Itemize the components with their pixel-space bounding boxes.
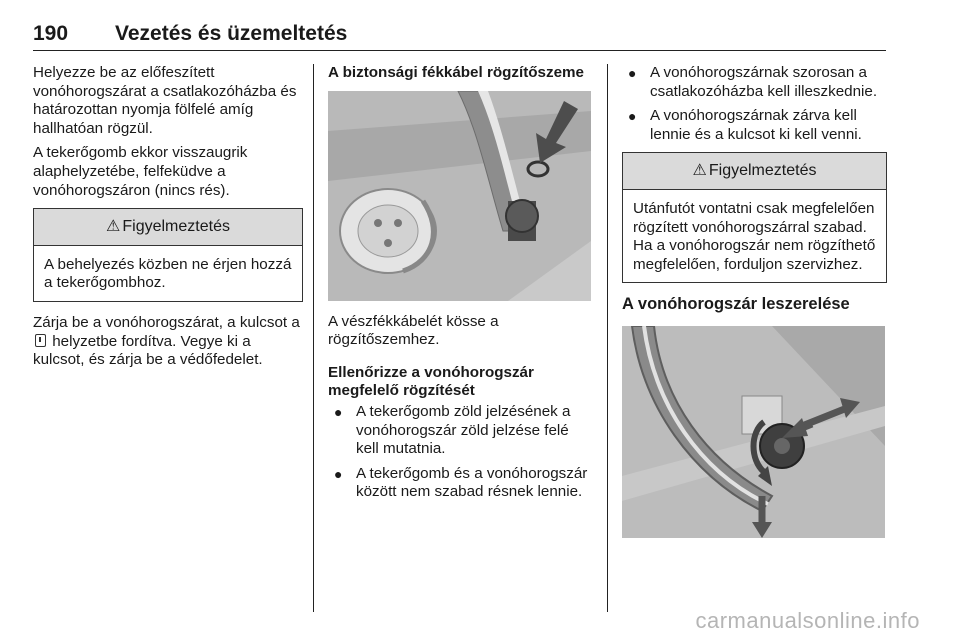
warning-text: Utánfutót vontatni csak megfelelően rögzített vonóhorogszárral szabad. Ha a vonóhorogszár nem rögzíthető megfelelően, forduljon szervizhez.: [633, 199, 876, 273]
warning-text: A behelyezés közben ne érjen hozzá a tekerőgombhoz.: [44, 255, 292, 292]
section-heading: A biztonsági fékkábel rögzítőszeme: [328, 64, 584, 81]
figure-caption: A vészfékkábelét kösse a rögzítőszemhez.: [328, 312, 499, 349]
warning-icon: ⚠: [106, 218, 121, 236]
bullet-icon: ●: [628, 65, 637, 81]
warning-box: [33, 208, 303, 302]
lock-icon: [35, 334, 46, 347]
section-heading: A vonóhorogszár leszerelése: [622, 295, 850, 314]
column-divider: [607, 64, 608, 612]
bullet-icon: ●: [334, 465, 343, 482]
subheading: Ellenőrizze a vonóhorogszár megfelelő rögzítését: [328, 363, 534, 400]
page-number: 190: [33, 22, 69, 45]
warning-title: Figyelmeztetés: [708, 162, 817, 180]
page-header: [33, 22, 886, 51]
column-2: [328, 64, 593, 508]
bullet-icon: ●: [628, 108, 637, 125]
list-item: ● A tekerőgomb zöld jelzésének a vonóhorogszár zöld jelzése felé kell mutatnia.: [334, 402, 571, 458]
warning-icon: ⚠: [692, 162, 707, 180]
watermark: carmanualsonline.info: [695, 608, 920, 633]
column-3: [622, 64, 887, 550]
list-item: ● A tekerőgomb és a vonóhorogszár között nem szabad résnek lennie.: [334, 464, 588, 501]
warning-box: [622, 152, 887, 283]
towbar-removal-illustration: [622, 326, 885, 538]
list-item: ● A vonóhorogszárnak szorosan a csatlakozóházba kell illeszkednie.: [628, 64, 878, 100]
list-item: ● A vonóhorogszárnak zárva kell lennie és a kulcsot ki kell venni.: [628, 107, 862, 143]
warning-header: [34, 209, 302, 246]
chapter-title: Vezetés és üzemeltetés: [115, 22, 348, 45]
column-divider: [313, 64, 314, 612]
column-1: [33, 64, 303, 376]
bullet-list: [328, 403, 593, 502]
paragraph: Zárja be a vonóhorogszárat, a kulcsot a helyzetbe fordítva. Vegye ki a kulcsot, és zárja be a védőfedelet.: [33, 313, 300, 369]
warning-title: Figyelmeztetés: [122, 218, 230, 236]
bullet-icon: ●: [334, 403, 343, 420]
warning-header: [623, 153, 886, 190]
paragraph: Helyezze be az előfeszített vonóhorogszárat a csatlakozóházba és határozottan nyomja fölfelé amíg hallhatóan rögzül.: [33, 64, 297, 137]
paragraph: A tekerőgomb ekkor visszaugrik alaphelyzetébe, felfeküdve a vonóhorogszáron (nincs rés).: [33, 144, 248, 199]
safety-cable-eye-illustration: [328, 91, 591, 301]
bullet-list: [622, 64, 887, 144]
